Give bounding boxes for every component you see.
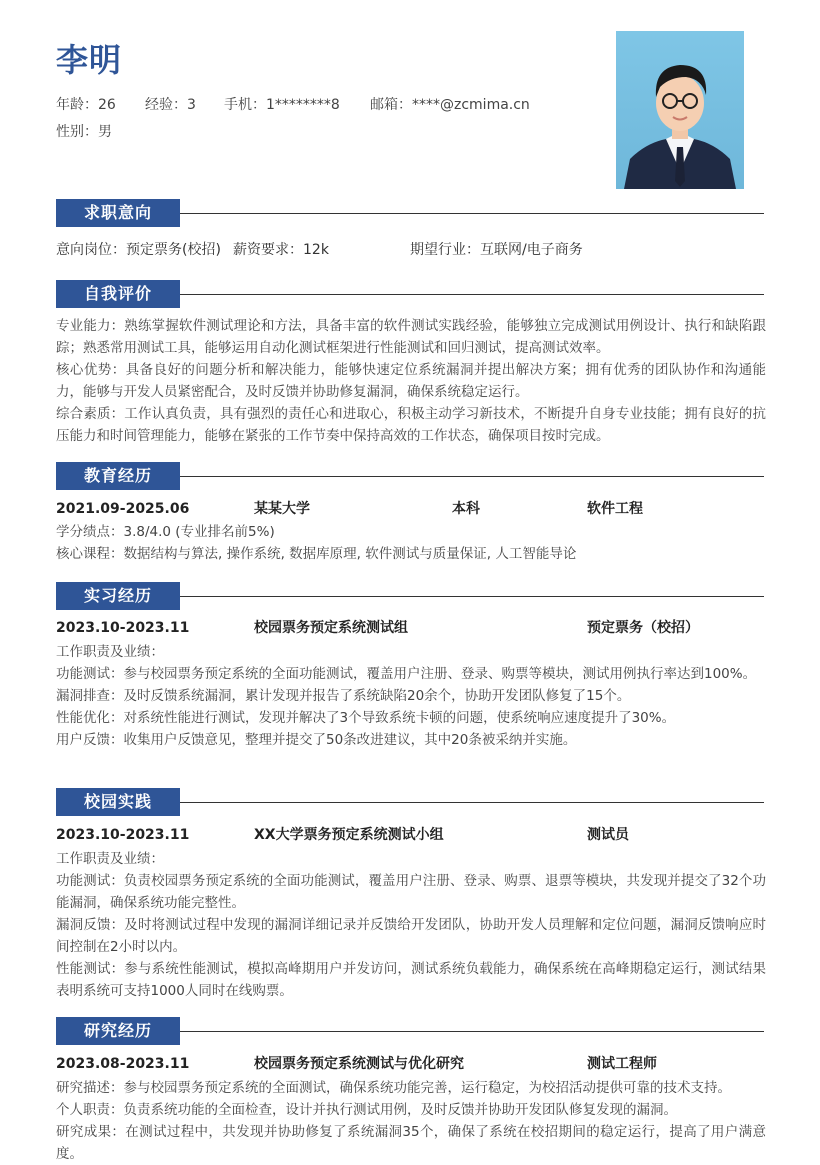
experience: 经验：3 bbox=[145, 97, 196, 113]
section-header-education bbox=[56, 462, 764, 490]
section-title: 实习经历 bbox=[56, 582, 180, 610]
degree: 本科 bbox=[452, 501, 480, 517]
campus-organization: XX大学票务预定系统测试小组 bbox=[254, 827, 444, 843]
campus-line: 性能测试：参与系统性能测试，模拟高峰期用户并发访问，测试系统负载能力，确保系统在高峰期稳定运行，测试结果表明系统可支持1000人同时在线购票。 bbox=[56, 961, 766, 999]
campus-line: 漏洞反馈：及时将测试过程中发现的漏洞详细记录并反馈给开发团队，协助开发人员理解和定位问题，漏洞反馈响应时间控制在2小时以内。 bbox=[56, 917, 766, 955]
education-line: 学分绩点：3.8/4.0 (专业排名前5%) bbox=[56, 524, 275, 540]
section-divider bbox=[180, 596, 764, 597]
section-divider bbox=[180, 213, 764, 214]
major: 软件工程 bbox=[587, 501, 643, 517]
research-line: 研究成果：在测试过程中，共发现并协助修复了系统漏洞35个，确保了系统在校招期间的稳定运行，提高了用户满意度。 bbox=[56, 1124, 766, 1162]
education-period: 2021.09-2025.06 bbox=[56, 501, 190, 517]
self-evaluation-line: 核心优势：具备良好的问题分析和解决能力，能够快速定位系统漏洞并提出解决方案；拥有优秀的团队协作和沟通能力，能够与开发人员紧密配合，及时反馈并协助修复漏洞，确保系统稳定运行。 bbox=[56, 362, 766, 400]
section-header-job-intent bbox=[56, 199, 764, 227]
research-line: 研究描述：参与校园票务预定系统的全面测试，确保系统功能完善，运行稳定，为校招活动提供可靠的技术支持。 bbox=[56, 1080, 731, 1096]
section-divider bbox=[180, 476, 764, 477]
candidate-name: 李明 bbox=[56, 41, 123, 79]
job-intent-row bbox=[56, 239, 766, 261]
education-details bbox=[56, 521, 766, 565]
section-header-internship bbox=[56, 582, 764, 610]
campus-period: 2023.10-2023.11 bbox=[56, 827, 190, 843]
research-entry-header bbox=[56, 1053, 766, 1075]
internship-line: 功能测试：参与校园票务预定系统的全面功能测试，覆盖用户注册、登录、购票等模块，测试用例执行率达到100%。 bbox=[56, 666, 757, 682]
education-entry-header bbox=[56, 498, 766, 520]
school-name: 某某大学 bbox=[254, 501, 310, 517]
campus-line: 工作职责及业绩： bbox=[56, 851, 164, 867]
phone: 手机：1********8 bbox=[224, 97, 340, 113]
profile-photo bbox=[616, 31, 744, 189]
section-title: 求职意向 bbox=[56, 199, 180, 227]
education-line: 核心课程：数据结构与算法, 操作系统, 数据库原理, 软件测试与质量保证, 人工智能导论 bbox=[56, 546, 577, 562]
expected-industry: 期望行业：互联网/电子商务 bbox=[410, 242, 583, 258]
self-evaluation-text bbox=[56, 315, 766, 447]
research-project: 校园票务预定系统测试与优化研究 bbox=[254, 1056, 464, 1072]
section-title: 自我评价 bbox=[56, 280, 180, 308]
research-line: 个人职责：负责系统功能的全面检查，设计并执行测试用例，及时反馈并协助开发团队修复发现的漏洞。 bbox=[56, 1102, 677, 1118]
section-divider bbox=[180, 294, 764, 295]
internship-details bbox=[56, 641, 766, 751]
internship-line: 漏洞排查：及时反馈系统漏洞，累计发现并报告了系统缺陷20余个，协助开发团队修复了15个。 bbox=[56, 688, 631, 704]
intended-position: 意向岗位：预定票务(校招) bbox=[56, 242, 221, 258]
campus-details bbox=[56, 848, 766, 1002]
section-header-campus-practice bbox=[56, 788, 764, 816]
section-title: 教育经历 bbox=[56, 462, 180, 490]
internship-organization: 校园票务预定系统测试组 bbox=[254, 620, 408, 636]
section-divider bbox=[180, 1031, 764, 1032]
section-header-self-evaluation bbox=[56, 280, 764, 308]
internship-line: 性能优化：对系统性能进行测试，发现并解决了3个导致系统卡顿的问题，使系统响应速度提升了30%。 bbox=[56, 710, 676, 726]
research-role: 测试工程师 bbox=[587, 1056, 657, 1072]
campus-entry-header bbox=[56, 824, 766, 846]
section-title: 研究经历 bbox=[56, 1017, 180, 1045]
internship-line: 工作职责及业绩： bbox=[56, 644, 164, 660]
internship-period: 2023.10-2023.11 bbox=[56, 620, 190, 636]
internship-line: 用户反馈：收集用户反馈意见，整理并提交了50条改进建议，其中20条被采纳并实施。 bbox=[56, 732, 577, 748]
campus-role: 测试员 bbox=[587, 827, 629, 843]
section-divider bbox=[180, 802, 764, 803]
portrait-illustration bbox=[616, 31, 744, 189]
research-details bbox=[56, 1077, 766, 1165]
age: 年龄：26 bbox=[56, 97, 116, 113]
section-header-research bbox=[56, 1017, 764, 1045]
gender: 性别：男 bbox=[56, 124, 112, 140]
research-period: 2023.08-2023.11 bbox=[56, 1056, 190, 1072]
internship-entry-header bbox=[56, 617, 766, 639]
self-evaluation-line: 专业能力：熟练掌握软件测试理论和方法，具备丰富的软件测试实践经验，能够独立完成测试用例设计、执行和缺陷跟踪；熟悉常用测试工具，能够运用自动化测试框架进行性能测试和回归测试，提高测试效率。 bbox=[56, 318, 766, 356]
self-evaluation-line: 综合素质：工作认真负责，具有强烈的责任心和进取心，积极主动学习新技术，不断提升自身专业技能；拥有良好的抗压能力和时间管理能力，能够在紧张的工作节奏中保持高效的工作状态，确保项目按时完成。 bbox=[56, 406, 766, 444]
section-title: 校园实践 bbox=[56, 788, 180, 816]
internship-role: 预定票务（校招） bbox=[587, 620, 699, 636]
campus-line: 功能测试：负责校园票务预定系统的全面功能测试，覆盖用户注册、登录、购票、退票等模块，共发现并提交了32个功能漏洞，确保系统功能完整性。 bbox=[56, 873, 766, 911]
basic-info-row-2 bbox=[56, 123, 112, 141]
email: 邮箱：****@zcmima.cn bbox=[370, 97, 530, 113]
salary-expectation: 薪资要求：12k bbox=[233, 242, 329, 258]
